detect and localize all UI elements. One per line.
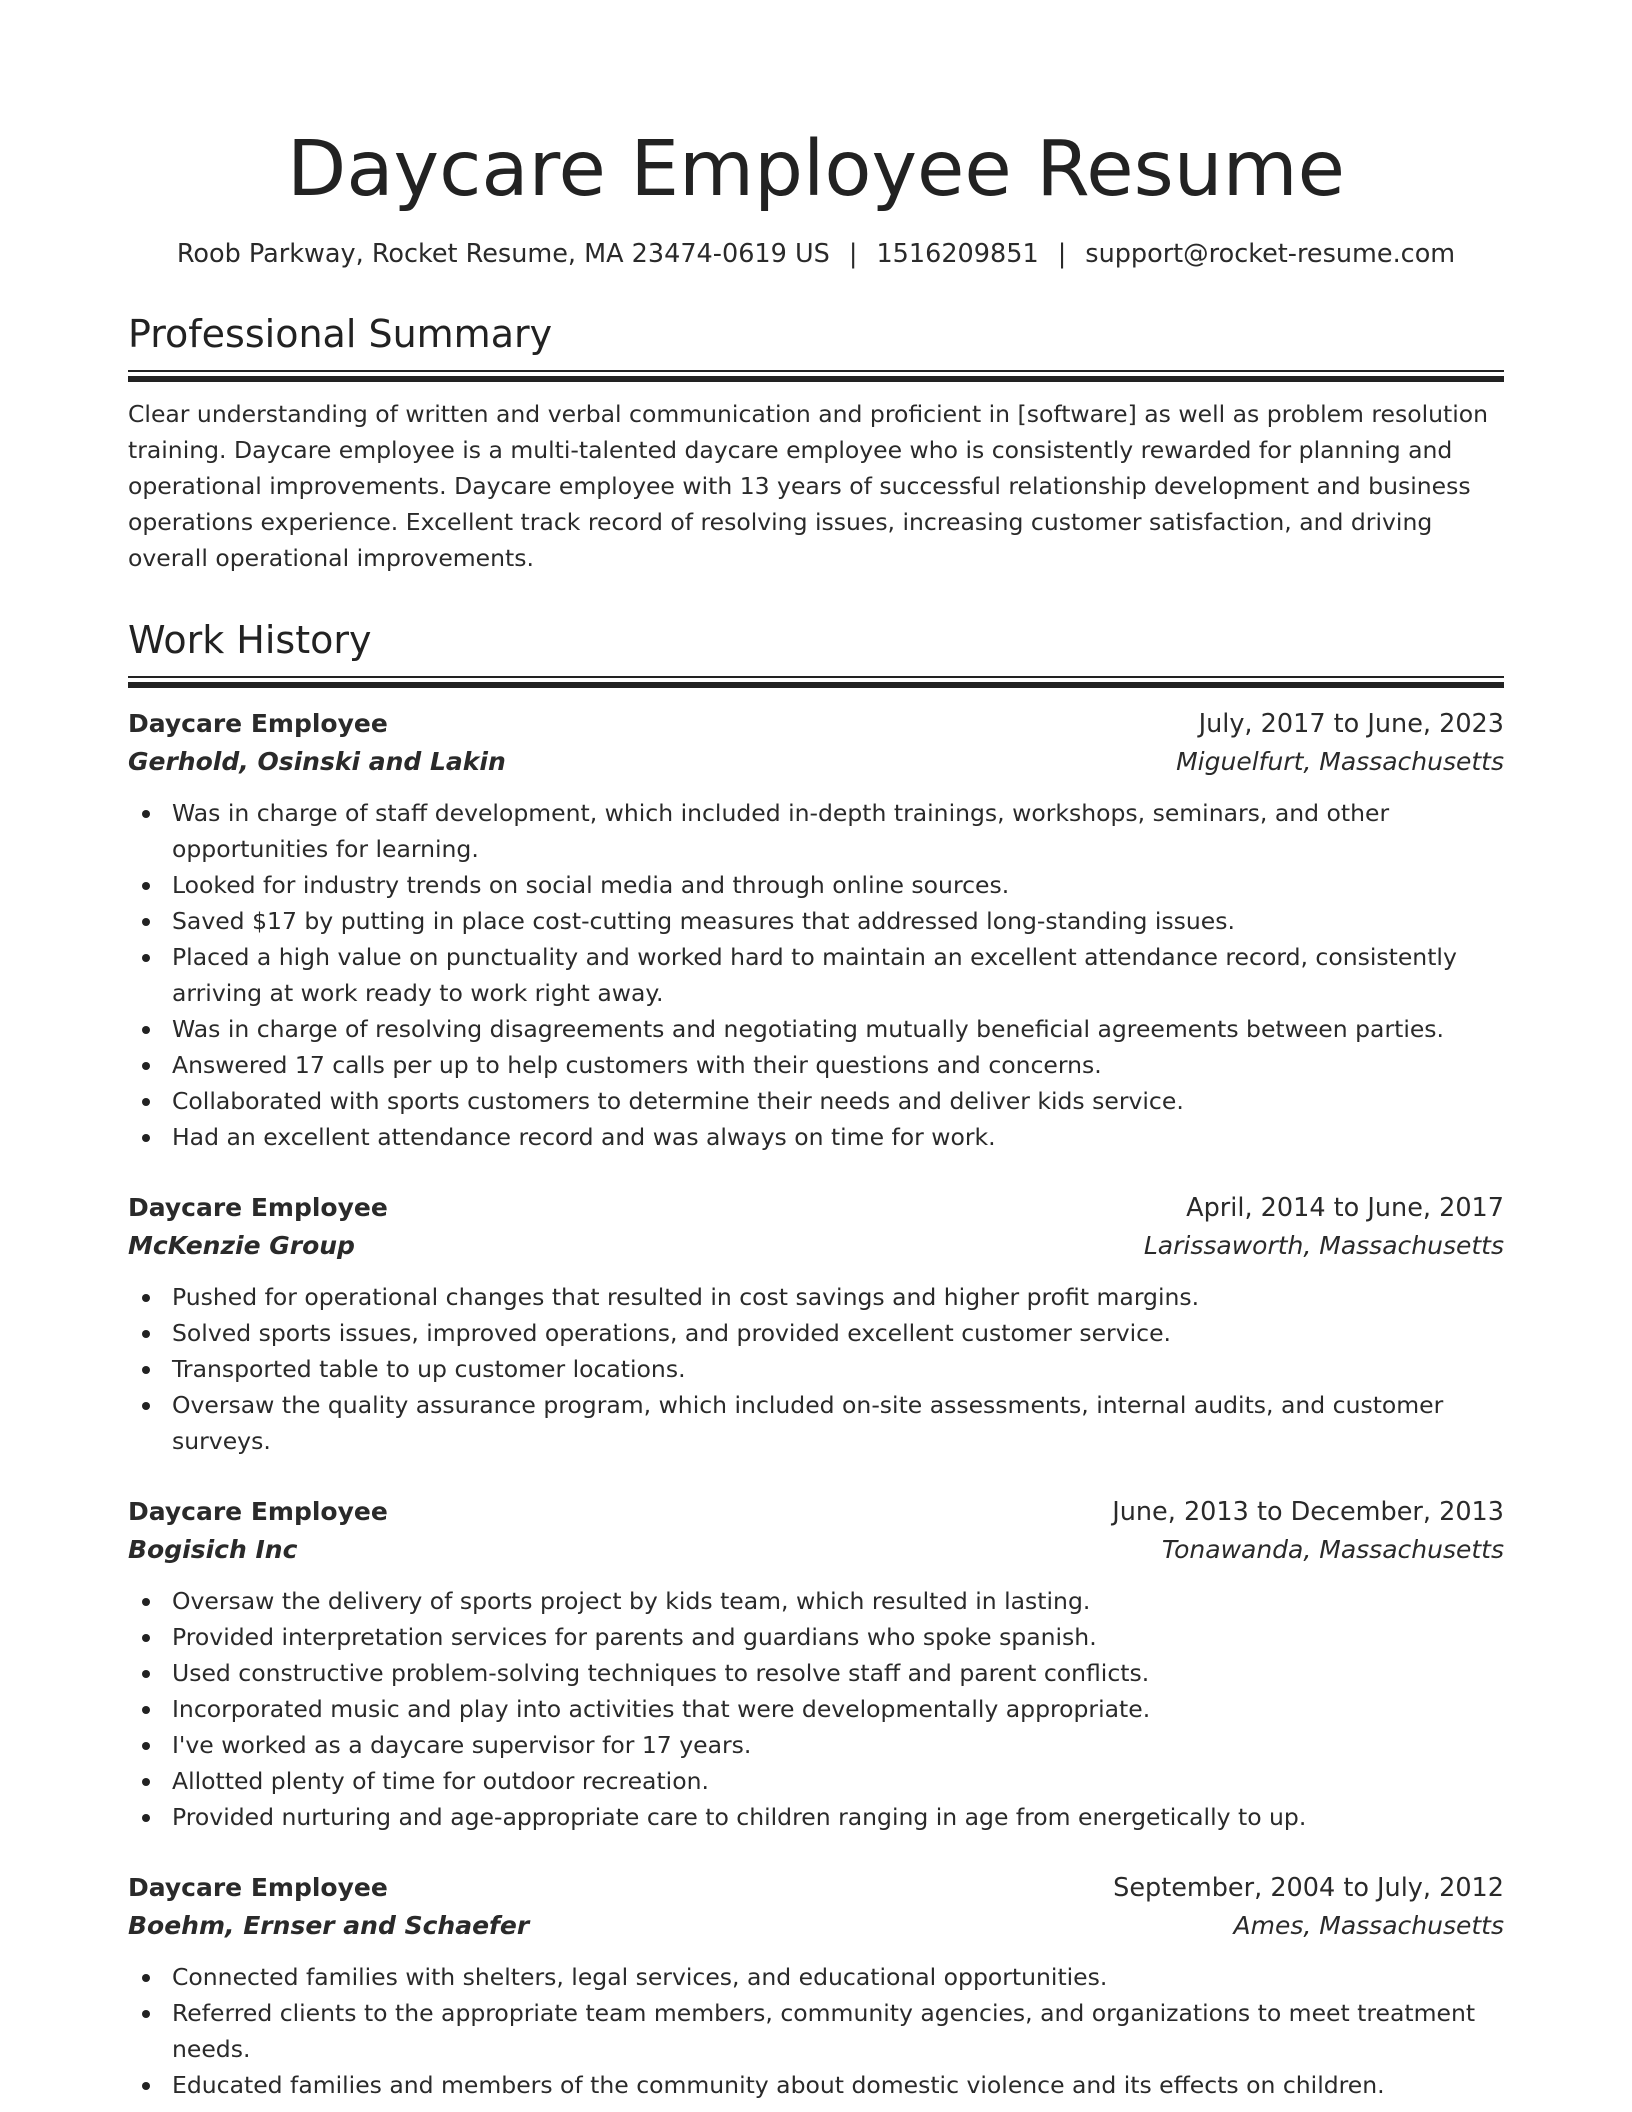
job-company: McKenzie Group xyxy=(128,1231,355,1260)
job-bullet-item: Oversaw the delivery of sports project by kids team, which resulted in lasting. xyxy=(172,1583,1504,1619)
job-bullet-item: I've worked as a daycare supervisor for 17 years. xyxy=(172,1727,1504,1763)
job-bullet-item: Had an excellent attendance record and was always on time for work. xyxy=(172,1119,1504,1155)
job-bullet-item: Provided nurturing and age-appropriate care to children ranging in age from energetically to up. xyxy=(172,1799,1504,1835)
job-header-row xyxy=(128,705,1504,743)
job-bullet-item: Solved sports issues, improved operations, and provided excellent customer service. xyxy=(172,1315,1504,1351)
job-title: Daycare Employee xyxy=(128,1873,388,1902)
job-bullet-item: Provided interpretation services for parents and guardians who spoke spanish. xyxy=(172,1619,1504,1655)
job-dates: July, 2017 to June, 2023 xyxy=(1198,709,1504,739)
section-divider xyxy=(128,676,1504,687)
job-bullet-item: Used constructive problem-solving techniques to resolve staff and parent conflicts. xyxy=(172,1655,1504,1691)
job-company-row xyxy=(128,1907,1504,1945)
professional-summary-section xyxy=(128,310,1504,576)
contact-separator: | xyxy=(1057,239,1067,269)
job-header-row xyxy=(128,1493,1504,1531)
job-entry xyxy=(128,1493,1504,1835)
section-divider xyxy=(128,370,1504,381)
job-company: Boehm, Ernser and Schaefer xyxy=(128,1911,530,1940)
job-location: Miguelfurt, Massachusetts xyxy=(1176,747,1504,776)
job-title: Daycare Employee xyxy=(128,1497,388,1526)
job-company: Bogisich Inc xyxy=(128,1535,298,1564)
summary-text: Clear understanding of written and verbal communication and proficient in [software] as well as problem resolution training. Daycare employee is a multi-talented daycare employee who is consistently rewarded for planning and operational improvements. Daycare employee with 13 years of successful relationship development and business operations experience. Excellent track record of resolving issues, increasing customer satisfaction, and driving overall operational improvements. xyxy=(128,400,1489,572)
section-heading-work-history: Work History xyxy=(128,618,372,662)
job-bullet-item: Referred clients to the appropriate team members, community agencies, and organizations to meet treatment needs. xyxy=(172,1995,1504,2067)
job-list xyxy=(128,705,1504,2103)
contact-email: support@rocket-resume.com xyxy=(1085,239,1456,269)
job-bullet-list xyxy=(128,1959,1504,2103)
resume-page xyxy=(128,0,1504,2103)
job-bullet-item: Collaborated with sports customers to determine their needs and deliver kids service. xyxy=(172,1083,1504,1119)
job-bullet-item: Oversaw the quality assurance program, which included on-site assessments, internal audits, and customer surveys. xyxy=(172,1387,1504,1459)
contact-separator: | xyxy=(848,239,858,269)
contact-line xyxy=(128,238,1504,270)
page-title: Daycare Employee Resume xyxy=(287,125,1345,214)
job-bullet-list xyxy=(128,1279,1504,1459)
job-company: Gerhold, Osinski and Lakin xyxy=(128,747,506,776)
job-title: Daycare Employee xyxy=(128,1193,388,1222)
job-bullet-item: Looked for industry trends on social media and through online sources. xyxy=(172,867,1504,903)
job-bullet-item: Answered 17 calls per up to help customers with their questions and concerns. xyxy=(172,1047,1504,1083)
section-heading-summary: Professional Summary xyxy=(128,312,553,356)
contact-phone: 1516209851 xyxy=(876,239,1039,269)
job-bullet-list xyxy=(128,795,1504,1155)
job-bullet-item: Incorporated music and play into activities that were developmentally appropriate. xyxy=(172,1691,1504,1727)
contact-address: Roob Parkway, Rocket Resume, MA 23474-0619 US xyxy=(176,239,830,269)
job-company-row xyxy=(128,1227,1504,1265)
job-header-row xyxy=(128,1189,1504,1227)
job-header-row xyxy=(128,1869,1504,1907)
job-bullet-item: Educated families and members of the community about domestic violence and its effects on children. xyxy=(172,2067,1504,2103)
job-bullet-item: Connected families with shelters, legal services, and educational opportunities. xyxy=(172,1959,1504,1995)
job-entry xyxy=(128,1869,1504,2103)
job-bullet-item: Saved $17 by putting in place cost-cutting measures that addressed long-standing issues. xyxy=(172,903,1504,939)
job-dates: April, 2014 to June, 2017 xyxy=(1186,1193,1504,1223)
job-bullet-item: Allotted plenty of time for outdoor recreation. xyxy=(172,1763,1504,1799)
job-location: Ames, Massachusetts xyxy=(1233,1911,1504,1940)
job-company-row xyxy=(128,743,1504,781)
job-dates: June, 2013 to December, 2013 xyxy=(1112,1497,1504,1527)
job-title: Daycare Employee xyxy=(128,709,388,738)
job-bullet-item: Placed a high value on punctuality and worked hard to maintain an excellent attendance record, consistently arriving at work ready to work right away. xyxy=(172,939,1504,1011)
job-entry xyxy=(128,705,1504,1155)
job-bullet-item: Pushed for operational changes that resulted in cost savings and higher profit margins. xyxy=(172,1279,1504,1315)
work-history-section xyxy=(128,616,1504,2103)
job-dates: September, 2004 to July, 2012 xyxy=(1113,1873,1504,1903)
job-entry xyxy=(128,1189,1504,1459)
job-location: Larissaworth, Massachusetts xyxy=(1143,1231,1504,1260)
job-bullet-item: Transported table to up customer locations. xyxy=(172,1351,1504,1387)
job-bullet-item: Was in charge of staff development, which included in-depth trainings, workshops, seminars, and other opportunities for learning. xyxy=(172,795,1504,867)
job-company-row xyxy=(128,1531,1504,1569)
job-location: Tonawanda, Massachusetts xyxy=(1161,1535,1504,1564)
job-bullet-list xyxy=(128,1583,1504,1835)
job-bullet-item: Was in charge of resolving disagreements and negotiating mutually beneficial agreements between parties. xyxy=(172,1011,1504,1047)
